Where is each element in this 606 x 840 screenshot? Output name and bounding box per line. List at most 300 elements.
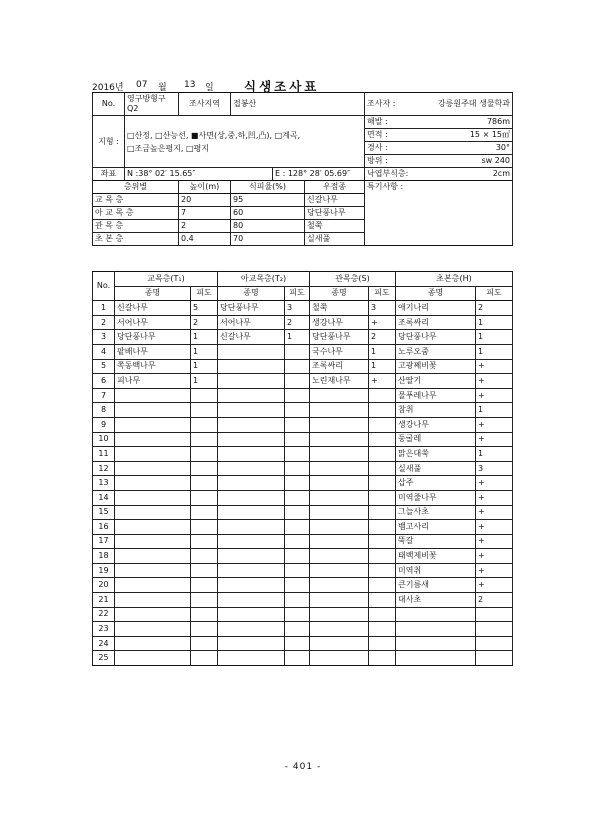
herb-species-cover: + — [476, 505, 513, 520]
herb-species-name: 당단풍나무 — [396, 330, 476, 345]
tree-species-name — [115, 636, 191, 651]
strata-height: 0.4 — [179, 233, 231, 246]
tree-species-name — [115, 461, 191, 476]
strata-header-dominant: 우점종 — [305, 181, 365, 194]
herb-species-cover: 1 — [476, 344, 513, 359]
subtree-species-name — [218, 607, 285, 622]
strata-header-layer: 층위별 — [93, 181, 179, 194]
species-row-no: 7 — [93, 388, 115, 403]
species-row-no: 18 — [93, 549, 115, 564]
strata-header-cover: 식피율(%) — [231, 181, 305, 194]
shrub-species-cover — [369, 417, 396, 432]
species-row — [93, 578, 513, 593]
herb-species-name: 생강나무 — [396, 417, 476, 432]
shrub-species-cover — [369, 622, 396, 637]
subtree-species-name — [218, 476, 285, 491]
tree-species-cover — [191, 417, 218, 432]
species-row — [93, 490, 513, 505]
subtree-species-cover — [285, 607, 310, 622]
special-notes — [365, 181, 513, 246]
tree-species-cover: 1 — [191, 374, 218, 389]
sub-header-cover: 피도 — [369, 286, 396, 301]
shrub-species-cover: 3 — [369, 301, 396, 316]
shrub-species-cover — [369, 607, 396, 622]
species-row-no: 13 — [93, 476, 115, 491]
shrub-species-name: 조록싸리 — [310, 359, 369, 374]
species-row — [93, 403, 513, 418]
herb-species-name — [396, 607, 476, 622]
tree-species-cover — [191, 432, 218, 447]
survey-day: 13 — [184, 80, 196, 90]
tree-species-name — [115, 622, 191, 637]
herb-species-cover: + — [476, 417, 513, 432]
plot-id: 영구방형구 Q2 — [125, 93, 179, 116]
shrub-species-cover — [369, 476, 396, 491]
tree-species-name — [115, 490, 191, 505]
subtree-species-name — [218, 505, 285, 520]
species-row-no: 16 — [93, 520, 115, 535]
aspect-label: 방위 : — [365, 155, 421, 168]
herb-species-cover: 1 — [476, 315, 513, 330]
herb-species-name: 산딸기 — [396, 374, 476, 389]
tree-species-name — [115, 534, 191, 549]
shrub-species-cover — [369, 490, 396, 505]
species-row-no: 15 — [93, 505, 115, 520]
shrub-species-cover — [369, 403, 396, 418]
shrub-species-name — [310, 549, 369, 564]
group-header-shrub: 관목층(S) — [310, 272, 396, 287]
herb-species-name: 뱀고사리 — [396, 520, 476, 535]
tree-species-cover — [191, 622, 218, 637]
subtree-species-cover — [285, 490, 310, 505]
month-unit: 월 — [158, 83, 167, 93]
coord-east: E : 128° 28′ 05.69″ — [273, 168, 365, 181]
tree-species-cover: 1 — [191, 330, 218, 345]
altitude-value: 786m — [421, 116, 513, 129]
species-row-no: 11 — [93, 447, 115, 462]
sub-header-cover: 피도 — [476, 286, 513, 301]
species-rows — [93, 301, 513, 666]
coord-label: 좌표 — [93, 168, 125, 181]
strata-dominant: 철쭉 — [305, 220, 365, 233]
herb-species-cover: + — [476, 534, 513, 549]
shrub-species-name — [310, 417, 369, 432]
altitude-label: 해발 : — [365, 116, 421, 129]
herb-species-name: 참취 — [396, 403, 476, 418]
herb-species-name: 고광쩨비꽃 — [396, 359, 476, 374]
day-unit: 일 — [205, 83, 214, 93]
litter-label: 낙엽부식층: — [365, 168, 421, 181]
subtree-species-name — [218, 578, 285, 593]
herb-species-name: 맑은대쑥 — [396, 447, 476, 462]
strata-layer: 초 본 층 — [93, 233, 179, 246]
survey-year: 2016년 — [92, 83, 124, 93]
subtree-species-cover — [285, 622, 310, 637]
aspect-value: sw 240 — [421, 155, 513, 168]
herb-species-name: 미역취 — [396, 563, 476, 578]
surveyor-value: 강릉원주대 생물학과 — [421, 93, 513, 116]
herb-species-cover: 1 — [476, 403, 513, 418]
herb-species-name: 실새풀 — [396, 461, 476, 476]
shrub-species-cover: + — [369, 315, 396, 330]
herb-species-name: 애기나리 — [396, 301, 476, 316]
subtree-species-name — [218, 432, 285, 447]
size-value: 15 × 15㎡ — [421, 129, 513, 142]
tree-species-name — [115, 578, 191, 593]
tree-species-name: 피나무 — [115, 374, 191, 389]
litter-value: 2cm — [421, 168, 513, 181]
subtree-species-name — [218, 651, 285, 666]
strata-layer: 아 교 목 층 — [93, 207, 179, 220]
subtree-species-cover: 2 — [285, 315, 310, 330]
strata-cover: 60 — [231, 207, 305, 220]
species-row — [93, 563, 513, 578]
subtree-species-cover — [285, 578, 310, 593]
subtree-species-cover — [285, 534, 310, 549]
tree-species-name — [115, 476, 191, 491]
shrub-species-cover — [369, 636, 396, 651]
species-row-no: 23 — [93, 622, 115, 637]
plot-no-label: No. — [93, 93, 125, 116]
subtree-species-name: 신갈나무 — [218, 330, 285, 345]
species-row-no: 24 — [93, 636, 115, 651]
herb-species-cover: 2 — [476, 593, 513, 608]
herb-species-cover: + — [476, 520, 513, 535]
subtree-species-cover — [285, 520, 310, 535]
species-row-no: 6 — [93, 374, 115, 389]
tree-species-cover — [191, 578, 218, 593]
strata-height: 20 — [179, 194, 231, 207]
herb-species-name: 태백제비꽃 — [396, 549, 476, 564]
strata-cover: 95 — [231, 194, 305, 207]
shrub-species-cover: 2 — [369, 330, 396, 345]
tree-species-cover — [191, 593, 218, 608]
subtree-species-cover — [285, 476, 310, 491]
tree-species-cover — [191, 651, 218, 666]
herb-species-name: 물푸레나무 — [396, 388, 476, 403]
herb-species-cover: + — [476, 374, 513, 389]
species-row-no: 20 — [93, 578, 115, 593]
page-number: - 401 - — [284, 762, 322, 772]
shrub-species-name: 생강나무 — [310, 315, 369, 330]
subtree-species-cover — [285, 359, 310, 374]
species-row-no: 19 — [93, 563, 115, 578]
slope-value: 30° — [421, 142, 513, 155]
shrub-species-name — [310, 593, 369, 608]
subtree-species-name — [218, 417, 285, 432]
tree-species-cover — [191, 549, 218, 564]
herb-species-cover: + — [476, 476, 513, 491]
shrub-species-cover: 1 — [369, 344, 396, 359]
shrub-species-name — [310, 622, 369, 637]
species-row-no: 1 — [93, 301, 115, 316]
tree-species-name — [115, 505, 191, 520]
sub-header-name: 종명 — [396, 286, 476, 301]
area-label: 조사지역 — [179, 93, 231, 116]
shrub-species-cover — [369, 578, 396, 593]
tree-species-name — [115, 563, 191, 578]
shrub-species-name — [310, 388, 369, 403]
strata-dominant: 당단풍나무 — [305, 207, 365, 220]
tree-species-name — [115, 520, 191, 535]
herb-species-cover: + — [476, 432, 513, 447]
species-row — [93, 432, 513, 447]
species-no-header: No. — [93, 272, 115, 301]
terrain-line-2: □조금높은평지, □평지 — [127, 143, 210, 153]
herb-species-cover — [476, 607, 513, 622]
shrub-species-name — [310, 447, 369, 462]
shrub-species-name — [310, 490, 369, 505]
shrub-species-name — [310, 563, 369, 578]
terrain-label: 지형 : — [93, 116, 125, 168]
tree-species-name: 팥배나무 — [115, 344, 191, 359]
species-row-no: 8 — [93, 403, 115, 418]
shrub-species-cover — [369, 432, 396, 447]
tree-species-cover — [191, 490, 218, 505]
species-row — [93, 636, 513, 651]
strata-cover: 70 — [231, 233, 305, 246]
herb-species-cover: + — [476, 578, 513, 593]
subtree-species-name: 당단풍나무 — [218, 301, 285, 316]
species-row-no: 9 — [93, 417, 115, 432]
terrain-line-1: □산정, □산능선, ■사면(상,중,하,凹,凸), □계곡, — [127, 130, 301, 140]
survey-header — [92, 78, 512, 92]
herb-species-name: 대사초 — [396, 593, 476, 608]
strata-cover: 80 — [231, 220, 305, 233]
shrub-species-name — [310, 461, 369, 476]
shrub-species-name — [310, 651, 369, 666]
subtree-species-name — [218, 461, 285, 476]
shrub-species-cover — [369, 447, 396, 462]
surveyor-label: 조사자 : — [365, 93, 421, 116]
shrub-species-cover: + — [369, 374, 396, 389]
species-row — [93, 622, 513, 637]
species-row-no: 21 — [93, 593, 115, 608]
coord-north: N :38° 02′ 15.65″ — [125, 168, 273, 181]
herb-species-name: 삽주 — [396, 476, 476, 491]
species-row-no: 5 — [93, 359, 115, 374]
strata-layer: 교 목 층 — [93, 194, 179, 207]
shrub-species-name: 당단풍나무 — [310, 330, 369, 345]
subtree-species-cover — [285, 374, 310, 389]
subtree-species-cover — [285, 563, 310, 578]
tree-species-name — [115, 417, 191, 432]
subtree-species-cover — [285, 549, 310, 564]
shrub-species-cover — [369, 520, 396, 535]
shrub-species-name — [310, 520, 369, 535]
subtree-species-cover — [285, 461, 310, 476]
slope-label: 경사 : — [365, 142, 421, 155]
terrain-options — [125, 116, 365, 168]
species-row — [93, 593, 513, 608]
tree-species-name: 서어나무 — [115, 315, 191, 330]
subtree-species-cover — [285, 505, 310, 520]
subtree-species-cover — [285, 432, 310, 447]
herb-species-cover: + — [476, 563, 513, 578]
strata-height: 2 — [179, 220, 231, 233]
subtree-species-name — [218, 534, 285, 549]
tree-species-name — [115, 403, 191, 418]
tree-species-cover: 1 — [191, 359, 218, 374]
herb-species-cover — [476, 651, 513, 666]
shrub-species-name — [310, 607, 369, 622]
tree-species-cover — [191, 403, 218, 418]
subtree-species-name — [218, 374, 285, 389]
subtree-species-name — [218, 593, 285, 608]
shrub-species-name — [310, 403, 369, 418]
shrub-species-cover — [369, 505, 396, 520]
tree-species-name: 신갈나무 — [115, 301, 191, 316]
species-row — [93, 388, 513, 403]
herb-species-cover — [476, 622, 513, 637]
subtree-species-name — [218, 636, 285, 651]
herb-species-name: 그늘사초 — [396, 505, 476, 520]
species-row — [93, 534, 513, 549]
tree-species-name — [115, 432, 191, 447]
species-row — [93, 651, 513, 666]
tree-species-name — [115, 549, 191, 564]
tree-species-name — [115, 388, 191, 403]
form-title: 식생조사표 — [244, 79, 320, 94]
species-row — [93, 330, 513, 345]
group-header-tree: 교목층(T₁) — [115, 272, 218, 287]
species-row — [93, 505, 513, 520]
species-row-no: 17 — [93, 534, 115, 549]
species-row — [93, 359, 513, 374]
herb-species-cover: + — [476, 490, 513, 505]
strata-layer: 관 목 층 — [93, 220, 179, 233]
shrub-species-cover — [369, 563, 396, 578]
subtree-species-name: 서어나무 — [218, 315, 285, 330]
tree-species-name — [115, 593, 191, 608]
strata-dominant: 실새풀 — [305, 233, 365, 246]
herb-species-name: 노루오줌 — [396, 344, 476, 359]
tree-species-name — [115, 447, 191, 462]
species-row-no: 4 — [93, 344, 115, 359]
shrub-species-cover — [369, 388, 396, 403]
herb-species-cover: + — [476, 359, 513, 374]
subtree-species-name — [218, 403, 285, 418]
tree-species-cover — [191, 563, 218, 578]
tree-species-cover — [191, 461, 218, 476]
herb-species-name: 조록싸리 — [396, 315, 476, 330]
subtree-species-name — [218, 447, 285, 462]
herb-species-cover: 1 — [476, 447, 513, 462]
herb-species-cover: 2 — [476, 301, 513, 316]
tree-species-cover — [191, 636, 218, 651]
shrub-species-cover — [369, 593, 396, 608]
subtree-species-name — [218, 549, 285, 564]
herb-species-name — [396, 636, 476, 651]
tree-species-cover: 1 — [191, 344, 218, 359]
species-row — [93, 461, 513, 476]
herb-species-name — [396, 651, 476, 666]
species-row — [93, 607, 513, 622]
species-row — [93, 476, 513, 491]
shrub-species-name — [310, 476, 369, 491]
tree-species-cover — [191, 534, 218, 549]
size-label: 면적 : — [365, 129, 421, 142]
shrub-species-name: 철쭉 — [310, 301, 369, 316]
shrub-species-name — [310, 636, 369, 651]
shrub-species-cover: 1 — [369, 359, 396, 374]
tree-species-cover — [191, 505, 218, 520]
species-row — [93, 549, 513, 564]
herb-species-name — [396, 622, 476, 637]
subtree-species-cover — [285, 388, 310, 403]
herb-species-cover: 1 — [476, 330, 513, 345]
subtree-species-name — [218, 388, 285, 403]
herb-species-cover — [476, 636, 513, 651]
group-header-subtree: 아교목층(T₂) — [218, 272, 310, 287]
subtree-species-name — [218, 563, 285, 578]
tree-species-name — [115, 651, 191, 666]
species-row — [93, 417, 513, 432]
subtree-species-cover — [285, 651, 310, 666]
subtree-species-cover — [285, 403, 310, 418]
subtree-species-cover — [285, 417, 310, 432]
species-row — [93, 374, 513, 389]
species-row-no: 14 — [93, 490, 115, 505]
shrub-species-name — [310, 534, 369, 549]
herb-species-name: 큰기름새 — [396, 578, 476, 593]
shrub-species-name: 국수나무 — [310, 344, 369, 359]
shrub-species-cover — [369, 549, 396, 564]
shrub-species-cover — [369, 461, 396, 476]
herb-species-cover: + — [476, 549, 513, 564]
tree-species-cover — [191, 607, 218, 622]
survey-month: 07 — [136, 80, 148, 90]
species-row-no: 3 — [93, 330, 115, 345]
species-row — [93, 520, 513, 535]
sub-header-cover: 피도 — [191, 286, 218, 301]
species-row-no: 10 — [93, 432, 115, 447]
sub-header-name: 종명 — [115, 286, 191, 301]
species-row-no: 22 — [93, 607, 115, 622]
sub-header-cover: 피도 — [285, 286, 310, 301]
tree-species-cover: 5 — [191, 301, 218, 316]
tree-species-cover — [191, 447, 218, 462]
tree-species-cover: 2 — [191, 315, 218, 330]
tree-species-name: 당단풍나무 — [115, 330, 191, 345]
shrub-species-name — [310, 432, 369, 447]
strata-height: 7 — [179, 207, 231, 220]
subtree-species-name — [218, 622, 285, 637]
herb-species-name: 둥굴레 — [396, 432, 476, 447]
subtree-species-name — [218, 520, 285, 535]
species-row — [93, 344, 513, 359]
subtree-species-cover — [285, 636, 310, 651]
species-row — [93, 447, 513, 462]
subtree-species-name — [218, 490, 285, 505]
species-table — [92, 271, 513, 666]
sub-header-name: 종명 — [310, 286, 369, 301]
subtree-species-name — [218, 344, 285, 359]
tree-species-cover — [191, 388, 218, 403]
subtree-species-name — [218, 359, 285, 374]
tree-species-cover — [191, 520, 218, 535]
subtree-species-cover — [285, 447, 310, 462]
species-row-no: 25 — [93, 651, 115, 666]
species-row-no: 2 — [93, 315, 115, 330]
area-value: 접봉산 — [231, 93, 365, 116]
strata-dominant: 신갈나무 — [305, 194, 365, 207]
subtree-species-cover — [285, 593, 310, 608]
shrub-species-name — [310, 505, 369, 520]
special-notes-label: 특기사항 : — [367, 182, 404, 191]
group-header-herb: 초본층(H) — [396, 272, 513, 287]
subtree-species-cover: 1 — [285, 330, 310, 345]
